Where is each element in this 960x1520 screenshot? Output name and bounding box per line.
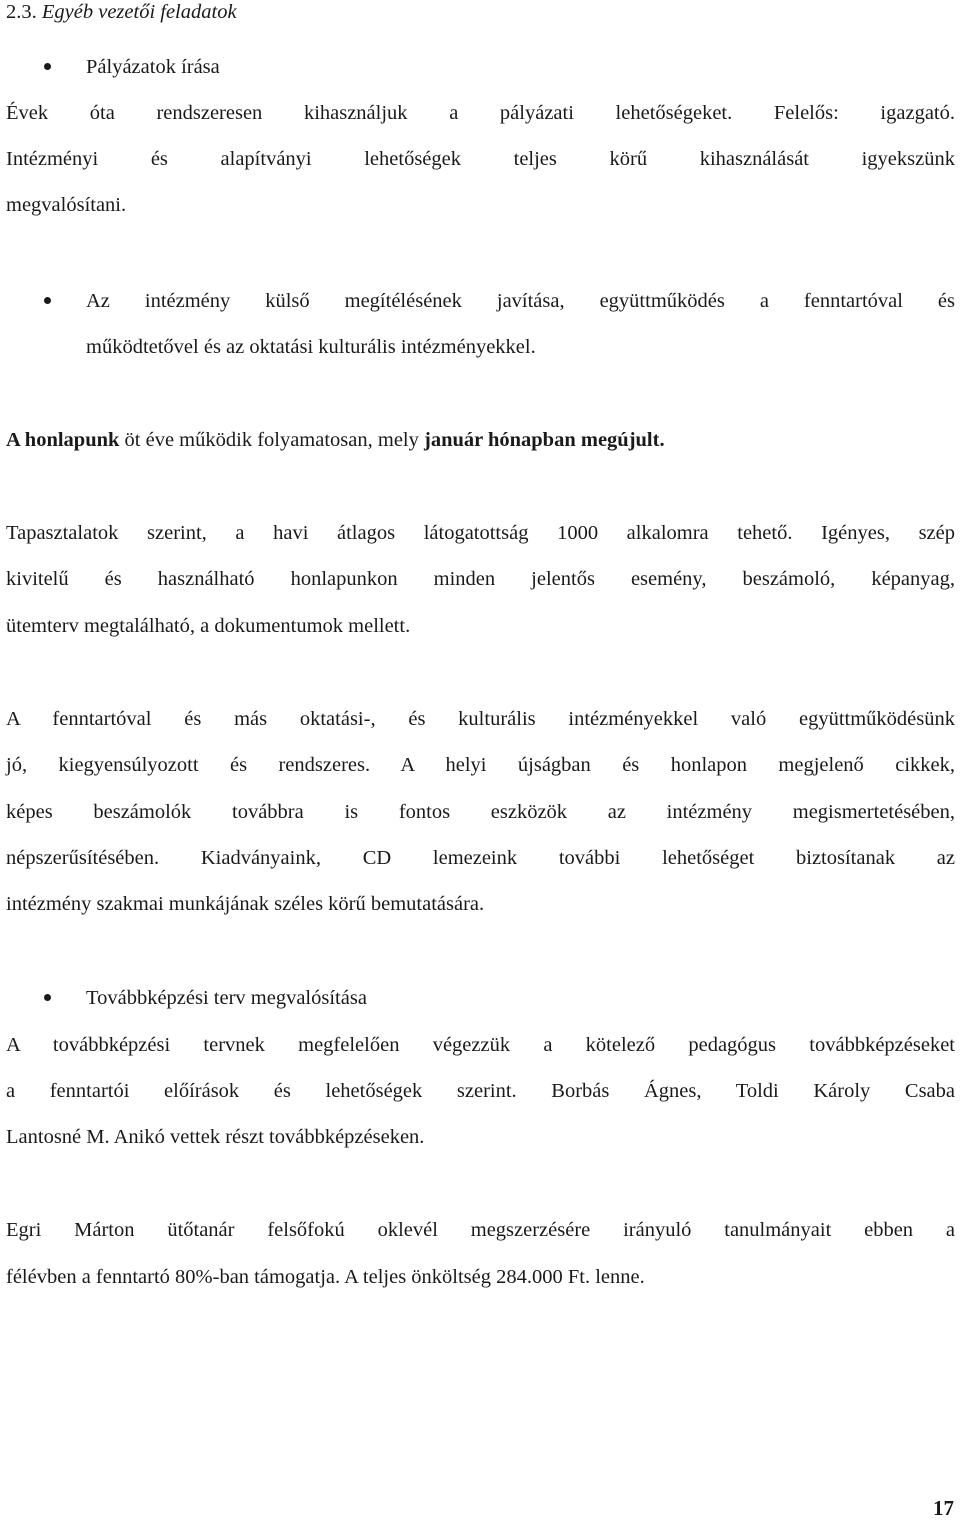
paragraph-line: Évek óta rendszeresen kihasználjuk a pályázati lehetőségeket. Felelős: igazgató. bbox=[6, 102, 955, 124]
website-paragraph bbox=[6, 428, 955, 452]
paragraph-line: népszerűsítésében. Kiadványaink, CD lemezeink további lehetőséget biztosítanak az bbox=[6, 847, 955, 869]
paragraph-line: Intézményi és alapítványi lehetőségek teljes körű kihasználását igyekszünk bbox=[6, 148, 955, 170]
website-bold-end: január hónapban megújult. bbox=[424, 429, 665, 451]
bullet-icon bbox=[44, 297, 51, 304]
section-number: 2.3. bbox=[6, 1, 37, 23]
paragraph-line: intézmény szakmai munkájának széles körű bemutatására. bbox=[6, 893, 485, 915]
paragraph-line: A fenntartóval és más oktatási-, és kulturális intézményekkel való együttműködésünk bbox=[6, 708, 955, 730]
bullet-item-line: működtetővel és az oktatási kulturális intézményekkel. bbox=[86, 336, 536, 358]
bullet-item-line: Az intézmény külső megítélésének javítása, együttműködés a fenntartóval és bbox=[86, 290, 955, 312]
paragraph-line: a fenntartói előírások és lehetőségek szerint. Borbás Ágnes, Toldi Károly Csaba bbox=[6, 1080, 955, 1102]
website-bold-start: A honlapunk bbox=[6, 429, 120, 451]
paragraph-line: félévben a fenntartó 80%-ban támogatja. A teljes önköltség 284.000 Ft. lenne. bbox=[6, 1266, 645, 1288]
section-title: Egyéb vezetői feladatok bbox=[41, 1, 237, 23]
paragraph-line: képes beszámolók továbbra is fontos eszközök az intézmény megismertetésében, bbox=[6, 801, 955, 823]
website-text: öt éve működik folyamatosan, mely bbox=[119, 429, 424, 451]
bullet-icon bbox=[44, 63, 51, 70]
bullet-item-applications: Pályázatok írása bbox=[86, 56, 220, 78]
bullet-icon bbox=[44, 994, 51, 1001]
paragraph-line: jó, kiegyensúlyozott és rendszeres. A helyi újságban és honlapon megjelenő cikkek, bbox=[6, 754, 955, 776]
paragraph-line: megvalósítani. bbox=[6, 194, 127, 216]
paragraph-line: kivitelű és használható honlapunkon minden jelentős esemény, beszámoló, képanyag, bbox=[6, 568, 955, 590]
paragraph-line: Tapasztalatok szerint, a havi átlagos látogatottság 1000 alkalomra tehető. Igényes, szép bbox=[6, 522, 955, 544]
paragraph-line: Egri Márton ütőtanár felsőfokú oklevél megszerzésére irányuló tanulmányait ebben a bbox=[6, 1219, 955, 1241]
bullet-item-training: Továbbképzési terv megvalósítása bbox=[86, 987, 367, 1009]
page-number: 17 bbox=[933, 1496, 954, 1520]
paragraph-line: Lantosné M. Anikó vettek részt továbbképzéseken. bbox=[6, 1126, 425, 1148]
paragraph-line: A továbbképzési tervnek megfelelően végezzük a kötelező pedagógus továbbképzéseket bbox=[6, 1034, 955, 1056]
paragraph-line: ütemterv megtalálható, a dokumentumok mellett. bbox=[6, 615, 411, 637]
section-heading bbox=[6, 0, 955, 24]
